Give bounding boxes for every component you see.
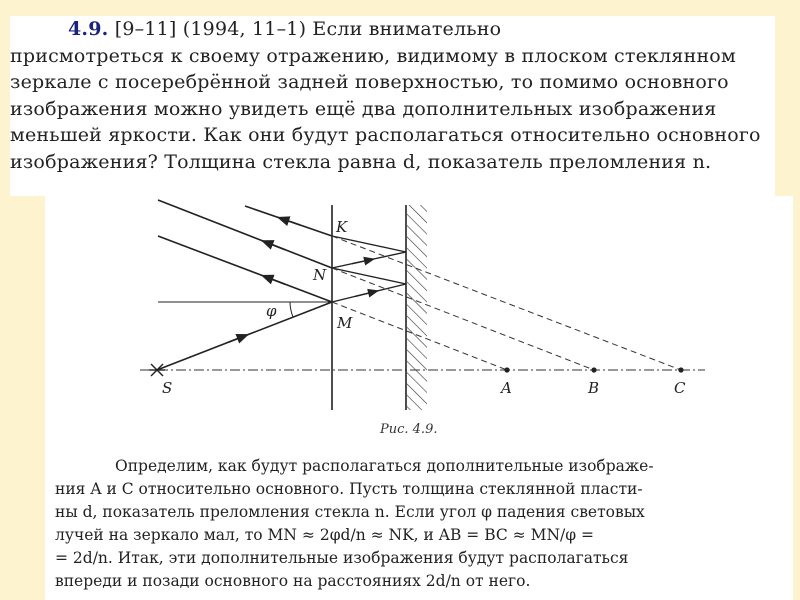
problem-line-4: изображения можно увидеть ещё два дополнительных изображения [10, 97, 717, 120]
problem-line-1 [10, 16, 775, 43]
incident-ray-arrow [228, 335, 248, 343]
solution-line-6: впереди и позади основного на расстояниях 2d/n от него. [55, 572, 531, 590]
solution-line-2: ния A и C относительно основного. Пусть толщина стеклянной пласти- [55, 480, 643, 498]
label-k: K [336, 218, 348, 236]
outgoing-ray-2 [158, 200, 332, 268]
label-b: B [588, 379, 600, 397]
dashed-extension-b [332, 268, 594, 370]
label-a: A [501, 379, 512, 397]
arrow-inside-1 [355, 291, 378, 297]
label-phi: φ [266, 302, 277, 320]
angle-arc [290, 302, 293, 317]
label-n: N [313, 266, 327, 284]
solution-line-4: лучей на зеркало мал, то MN ≈ 2φd/n ≈ NK, и AB = BC ≈ MN/φ = [55, 526, 594, 544]
solution-text [55, 455, 785, 593]
label-s: S [162, 379, 173, 397]
problem-number: 4.9. [68, 18, 109, 40]
internal-reflected-ray-k [332, 236, 406, 252]
problem-statement [10, 16, 775, 196]
solution-line-5: = 2d/n. Итак, эти дополнительные изображения будут располагаться [55, 549, 629, 567]
problem-header-text: [9–11] (1994, 11–1) Если внимательно [114, 18, 502, 40]
outgoing-arrow-2 [262, 241, 285, 250]
internal-reflected-ray-n [332, 268, 406, 284]
problem-line-6: изображения? Толщина стекла равна d, показатель преломления n. [10, 150, 712, 173]
label-c: C [674, 379, 686, 397]
source-point-s [149, 364, 165, 376]
solution-line-1: Определим, как будут располагаться дополнительные изображе- [115, 457, 654, 475]
solution-line-3: ны d, показатель преломления стекла n. Если угол φ падения световых [55, 503, 645, 521]
label-m: M [337, 314, 353, 332]
outgoing-arrow-1 [262, 276, 285, 285]
outgoing-ray-1 [158, 236, 332, 302]
problem-line-5: меньшей яркости. Как они будут располагаться относительно основного [10, 124, 761, 146]
image-point-b [591, 367, 596, 372]
image-point-c [678, 367, 683, 372]
outgoing-arrow-3 [278, 217, 300, 225]
arrow-inside-2 [352, 259, 374, 264]
mirror-hatching [407, 205, 427, 410]
problem-line-2: присмотреться к своему отражению, видимому в плоском стеклянном [10, 44, 736, 67]
image-point-a [504, 367, 509, 372]
problem-line-3: зеркале с посеребрённой задней поверхностью, то помимо основного [10, 71, 729, 93]
dashed-extension-c [332, 236, 681, 370]
figure-caption: Рис. 4.9. [380, 422, 438, 437]
